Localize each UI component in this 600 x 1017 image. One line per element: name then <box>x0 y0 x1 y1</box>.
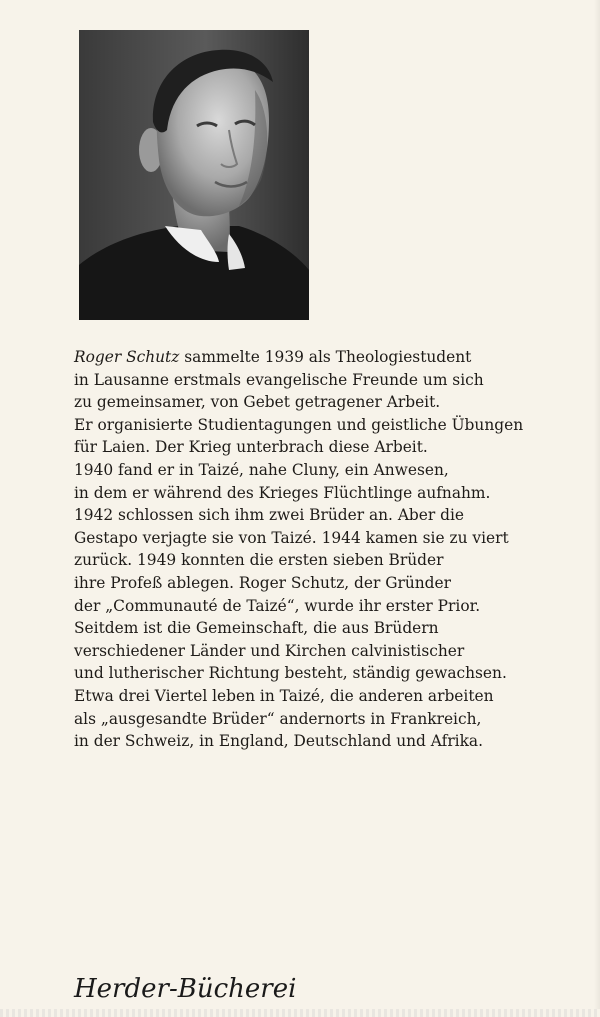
biography-line: verschiedener Länder und Kirchen calvinistischer <box>74 641 465 660</box>
biography-line: ihre Profeß ablegen. Roger Schutz, der Gründer <box>74 573 451 592</box>
biography-line: zurück. 1949 konnten die ersten sieben Brüder <box>74 551 444 570</box>
author-biography <box>74 346 554 753</box>
author-portrait-photo <box>79 30 309 320</box>
biography-line: in Lausanne erstmals evangelische Freunde um sich <box>74 370 484 389</box>
biography-line: als „ausgesandte Brüder“ andernorts in Frankreich, <box>74 709 482 728</box>
biography-line: 1940 fand er in Taizé, nahe Cluny, ein Anwesen, <box>74 460 449 479</box>
biography-line: Gestapo verjagte sie von Taizé. 1944 kamen sie zu viert <box>74 528 509 547</box>
biography-line: Seitdem ist die Gemeinschaft, die aus Brüdern <box>74 619 439 638</box>
biography-line-text: sammelte 1939 als Theologiestudent <box>179 348 472 366</box>
biography-line: der „Communauté de Taizé“, wurde ihr erster Prior. <box>74 596 481 615</box>
biography-line: zu gemeinsamer, von Gebet getragener Arbeit. <box>74 393 441 412</box>
biography-line: 1942 schlossen sich ihm zwei Brüder an. Aber die <box>74 506 465 525</box>
page-edge <box>594 0 600 1017</box>
biography-line: in der Schweiz, in England, Deutschland und Afrika. <box>74 732 483 751</box>
publisher-imprint: Herder-Bücherei <box>74 974 297 1004</box>
biography-line: Etwa drei Viertel leben in Taizé, die anderen arbeiten <box>74 686 494 705</box>
portrait-image <box>79 30 309 320</box>
biography-line: und lutherischer Richtung besteht, ständig gewachsen. <box>74 664 507 683</box>
author-name: Roger Schutz <box>74 348 180 366</box>
biography-line: in dem er während des Krieges Flüchtlinge aufnahm. <box>74 483 491 502</box>
biography-line: für Laien. Der Krieg unterbrach diese Arbeit. <box>74 438 428 457</box>
biography-line <box>74 346 554 369</box>
biography-line: Er organisierte Studientagungen und geistliche Übungen <box>74 415 524 434</box>
